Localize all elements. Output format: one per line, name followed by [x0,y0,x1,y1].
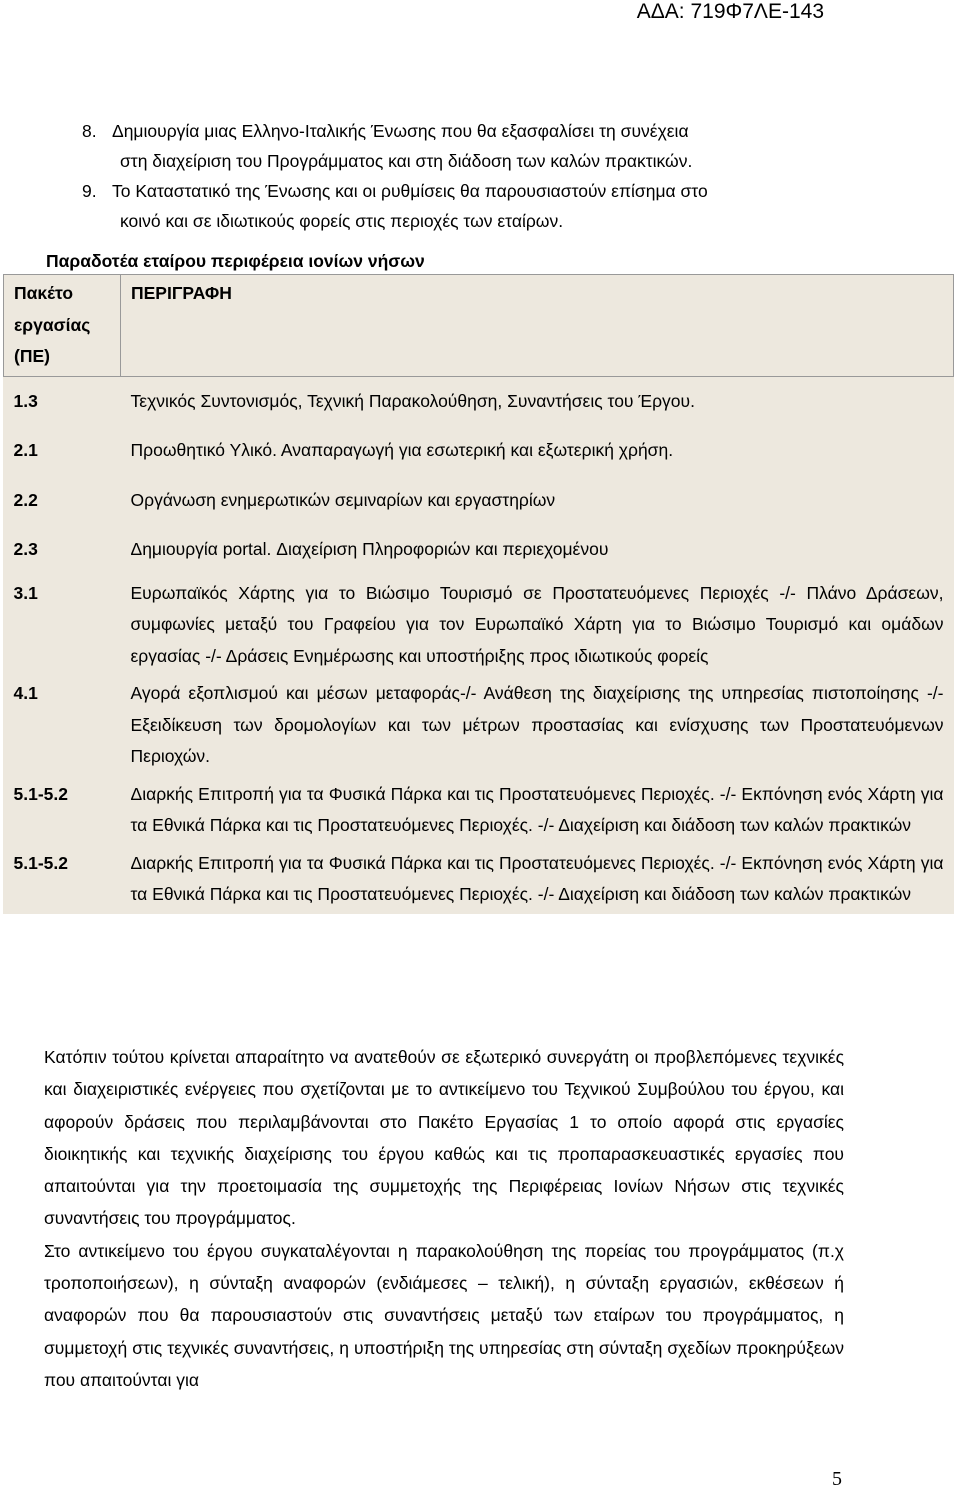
table-row [4,376,954,426]
table-row [4,426,954,476]
section-title: Παραδοτέα εταίρου περιφέρεια ιονίων νήσων [46,251,425,271]
paragraph: Στο αντικείμενο του έργου συγκαταλέγονται η παρακολούθηση της πορείας του προγράμματος (π.χ τροποποιήσεων), η σύνταξη αναφορών (ενδιάμεσες – τελική), η σύνταξη εργασιών, εκθέσεων ή αναφορών που θα παρουσιαστούν στις συναντήσεις μεταξύ των εταίρων του προγράμματος, η συμμετοχή στις τεχνικές συναντήσεις, η υποστήριξη της υπηρεσίας στη σύνταξη σχεδίων προκηρύξεων που απαιτούνται για [44,1240,844,1390]
row-description: Προωθητικό Υλικό. Αναπαραγωγή για εσωτερική και εξωτερική χρήση. [130,440,674,460]
work-package-table [3,274,954,914]
row-code: 3.1 [13,582,38,603]
row-description: Αγορά εξοπλισμού και μέσων μεταφοράς-/- Ανάθεση της διαχείρισης της υπηρεσίας πιστοποίησης -/- Εξειδίκευση των δρομολογίων και των μέτρων προστασίας και ενίσχυσης των Προστατευόμενων Περιοχών. [130,683,944,766]
table-row [4,525,954,575]
row-code: 5.1-5.2 [13,783,68,804]
list-item-continuation: κοινό και σε ιδιωτικούς φορείς στις περιοχές των εταίρων. [120,211,564,231]
row-code: 2.2 [13,489,38,510]
header-code: Πακέτο εργασίας (ΠΕ) [4,275,121,377]
list-item-number: 8. [82,121,97,141]
table-row [4,845,954,914]
list-item-text: Το Καταστατικό της Ένωσης και οι ρυθμίσεις θα παρουσιαστούν επίσημα στο [112,181,708,201]
paragraph: Κατόπιν τούτου κρίνεται απαραίτητο να ανατεθούν σε εξωτερικό συνεργάτη οι προβλεπόμενες τεχνικές και διαχειριστικές ενέργειες που σχετίζονται με το αντικείμενο του Τεχνικού Συμβούλου του έργου, και αφορούν δράσεις που περιλαμβάνονται στο Πακέτο Εργασίας 1 το οποίο αφορά στις εργασίες διοικητικής και τεχνικής διαχείρισης του έργου καθώς και τις προπαρασκευαστικές εργασίες που απαιτούνται για την προετοιμασία της συμμετοχής της Περιφέρειας Ιονίων Νήσων στις τεχνικές συναντήσεις του προγράμματος. [44,1047,844,1229]
row-description: Διαρκής Επιτροπή για τα Φυσικά Πάρκα και τις Προστατευόμενες Περιοχές. -/- Εκπόνηση ενός Χάρτη για τα Εθνικά Πάρκα και τις Προστατευόμενες Περιοχές. -/- Διαχείριση και διάδοση των καλών πρακτικών [130,852,944,904]
table-header-row [4,275,954,377]
row-code: 4.1 [13,683,38,703]
list-item-number: 9. [82,181,97,201]
row-code: 2.3 [13,539,38,559]
list-item-continuation: στη διαχείριση του Προγράμματος και στη διάδοση των καλών πρακτικών. [120,151,693,171]
list-item [82,176,852,206]
row-code: 2.1 [13,440,38,460]
row-description: Τεχνικός Συντονισμός, Τεχνική Παρακολούθηση, Συναντήσεις του Έργου. [130,390,695,411]
row-description: Δημιουργία portal. Διαχείριση Πληροφοριών και περιεχομένου [130,539,609,559]
list-item-text: Δημιουργία μιας Ελληνο-Ιταλικής Ένωσης που θα εξασφαλίσει τη συνέχεια [112,121,689,141]
row-description: Οργάνωση ενημερωτικών σεμιναρίων και εργαστηρίων [130,489,556,510]
header-description: ΠΕΡΙΓΡΑΦΗ [121,275,954,377]
row-description: Διαρκής Επιτροπή για τα Φυσικά Πάρκα και τις Προστατευόμενες Περιοχές. -/- Εκπόνηση ενός Χάρτη για τα Εθνικά Πάρκα και τις Προστατευόμενες Περιοχές. -/- Διαχείριση και διάδοση των καλών πρακτικών [130,783,944,835]
table-row [4,575,954,676]
numbered-list [82,116,852,236]
table-row [4,476,954,526]
row-code: 1.3 [13,390,38,411]
list-item [82,116,852,146]
row-code: 5.1-5.2 [13,852,68,873]
document-id: ΑΔΑ: 719Φ7ΛΕ-143 [636,0,824,23]
table-row [4,675,954,776]
page-number: 5 [832,1468,842,1490]
table-row [4,776,954,845]
row-description: Ευρωπαϊκός Χάρτης για το Βιώσιμο Τουρισμό σε Προστατευόμενες Περιοχές -/- Πλάνο Δράσεων, συμφωνίες μεταξύ του Γραφείου για τον Ευρωπαϊκό Χάρτη για το Βιώσιμο Τουρισμό και ομάδων εργασίας -/- Δράσεις Ενημέρωσης και υποστήριξης προς ιδιωτικούς φορείς [130,582,944,666]
body-text [44,1041,844,1396]
